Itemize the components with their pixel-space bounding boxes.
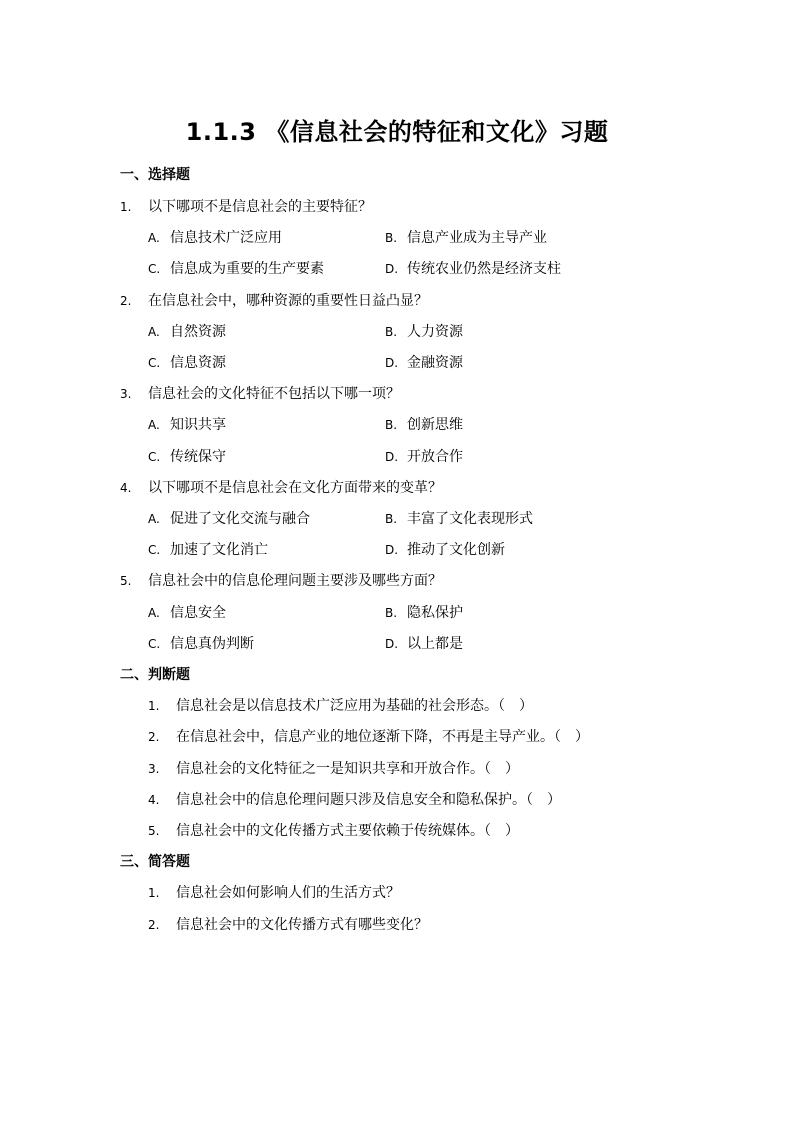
- option-c: [148, 539, 268, 559]
- question-text: 信息社会的文化特征之一是知识共享和开放合作。（ ）: [176, 761, 519, 777]
- option-text: 开放合作: [407, 449, 463, 465]
- question-number: 2.: [148, 918, 160, 932]
- question-text: 信息社会中的文化传播方式主要依赖于传统媒体。（ ）: [176, 823, 519, 839]
- option-c: [148, 633, 254, 653]
- option-letter: A.: [148, 606, 160, 620]
- judge-question-3: [148, 758, 519, 778]
- option-letter: D.: [385, 262, 399, 276]
- option-d: [385, 539, 505, 559]
- choice-question-2: [120, 290, 428, 310]
- option-c: [148, 352, 226, 372]
- option-letter: B.: [385, 606, 398, 620]
- choice-question-4: [120, 477, 442, 497]
- option-letter: D.: [385, 450, 399, 464]
- section-heading-judge: 二、判断题: [120, 667, 190, 683]
- question-text: 以下哪项不是信息社会在文化方面带来的变革？: [148, 480, 442, 496]
- option-b: [385, 508, 533, 528]
- section-heading-short: 三、简答题: [120, 854, 190, 870]
- judge-question-4: [148, 789, 561, 809]
- option-letter: B.: [385, 325, 398, 339]
- question-text: 信息社会中的文化传播方式有哪些变化？: [176, 917, 428, 933]
- question-number: 3.: [120, 387, 132, 401]
- option-b: [385, 414, 463, 434]
- choice-question-3: [120, 383, 400, 403]
- option-text: 创新思维: [407, 417, 463, 433]
- option-text: 信息技术广泛应用: [170, 230, 282, 246]
- option-text: 人力资源: [407, 324, 463, 340]
- option-d: [385, 258, 561, 278]
- question-number: 1.: [120, 200, 132, 214]
- option-d: [385, 446, 463, 466]
- option-text: 传统农业仍然是经济支柱: [407, 261, 561, 277]
- option-letter: B.: [385, 231, 398, 245]
- question-text: 在信息社会中，哪种资源的重要性日益凸显？: [148, 293, 428, 309]
- option-letter: A.: [148, 325, 160, 339]
- option-letter: B.: [385, 418, 398, 432]
- option-letter: C.: [148, 543, 161, 557]
- judge-question-5: [148, 820, 519, 840]
- option-letter: D.: [385, 356, 399, 370]
- question-number: 1.: [148, 886, 160, 900]
- option-letter: A.: [148, 512, 160, 526]
- question-text: 信息社会是以信息技术广泛应用为基础的社会形态。（ ）: [176, 698, 533, 714]
- option-text: 信息产业成为主导产业: [407, 230, 547, 246]
- option-a: [148, 227, 282, 247]
- section-heading-choice: 一、选择题: [120, 167, 190, 183]
- option-a: [148, 321, 226, 341]
- question-number: 2.: [120, 294, 132, 308]
- question-text: 信息社会的文化特征不包括以下哪一项？: [148, 386, 400, 402]
- option-letter: D.: [385, 543, 399, 557]
- option-text: 信息安全: [170, 605, 226, 621]
- page-title: 1.1.3 《信息社会的特征和文化》习题: [185, 118, 609, 146]
- option-letter: B.: [385, 512, 398, 526]
- option-b: [385, 227, 547, 247]
- question-number: 1.: [148, 699, 160, 713]
- question-text: 信息社会如何影响人们的生活方式？: [176, 885, 400, 901]
- option-d: [385, 352, 463, 372]
- question-number: 5.: [120, 574, 132, 588]
- question-number: 3.: [148, 762, 160, 776]
- option-c: [148, 258, 324, 278]
- option-letter: D.: [385, 637, 399, 651]
- option-text: 丰富了文化表现形式: [407, 511, 533, 527]
- option-text: 知识共享: [170, 417, 226, 433]
- option-c: [148, 446, 226, 466]
- question-text: 在信息社会中，信息产业的地位逐渐下降，不再是主导产业。（ ）: [176, 729, 589, 745]
- option-a: [148, 508, 310, 528]
- option-text: 信息资源: [170, 355, 226, 371]
- option-text: 以上都是: [407, 636, 463, 652]
- option-letter: C.: [148, 450, 161, 464]
- question-number: 4.: [148, 793, 160, 807]
- option-a: [148, 414, 226, 434]
- option-b: [385, 602, 463, 622]
- judge-question-1: [148, 695, 533, 715]
- option-text: 自然资源: [170, 324, 226, 340]
- option-text: 信息真伪判断: [170, 636, 254, 652]
- question-number: 5.: [148, 824, 160, 838]
- option-text: 信息成为重要的生产要素: [170, 261, 324, 277]
- option-d: [385, 633, 463, 653]
- option-letter: C.: [148, 262, 161, 276]
- option-b: [385, 321, 463, 341]
- option-text: 传统保守: [170, 449, 226, 465]
- question-text: 信息社会中的信息伦理问题只涉及信息安全和隐私保护。（ ）: [176, 792, 561, 808]
- option-letter: A.: [148, 418, 160, 432]
- question-number: 4.: [120, 481, 132, 495]
- option-text: 金融资源: [407, 355, 463, 371]
- question-number: 2.: [148, 730, 160, 744]
- option-letter: C.: [148, 637, 161, 651]
- question-text: 以下哪项不是信息社会的主要特征？: [148, 199, 372, 215]
- option-letter: A.: [148, 231, 160, 245]
- option-letter: C.: [148, 356, 161, 370]
- choice-question-5: [120, 570, 442, 590]
- option-a: [148, 602, 226, 622]
- option-text: 促进了文化交流与融合: [170, 511, 310, 527]
- option-text: 隐私保护: [407, 605, 463, 621]
- choice-question-1: [120, 196, 372, 216]
- short-question-1: [148, 882, 400, 902]
- short-question-2: [148, 914, 428, 934]
- option-text: 加速了文化消亡: [170, 542, 268, 558]
- option-text: 推动了文化创新: [407, 542, 505, 558]
- judge-question-2: [148, 726, 589, 746]
- question-text: 信息社会中的信息伦理问题主要涉及哪些方面？: [148, 573, 442, 589]
